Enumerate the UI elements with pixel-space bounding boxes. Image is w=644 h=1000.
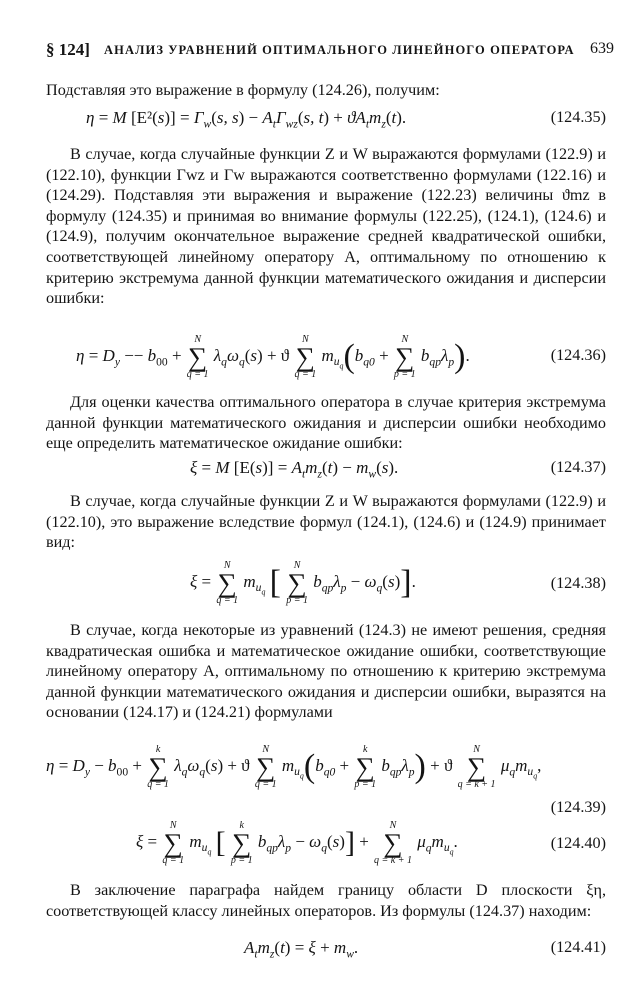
chapter-title: АНАЛИЗ УРАВНЕНИЙ ОПТИМАЛЬНОГО ЛИНЕЙНОГО ОПЕРАТОРА xyxy=(104,43,575,57)
equation-number: (124.38) xyxy=(550,574,606,592)
equation-number: (124.40) xyxy=(550,834,606,852)
equation-number: (124.41) xyxy=(550,938,606,956)
equation-number: (124.35) xyxy=(550,108,606,126)
paragraph-3: Для оценки качества оптимального оператора в случае критерия экстремума данной функции математического ожидания и дисперсии ошибки необходимо еще определить математическое ожидание ошибки: xyxy=(46,393,606,453)
equation-124-41: $A_tm_z(t) = \xi + m_w$. (124.41) xyxy=(244,938,606,961)
equation-124-36: $\eta = D_y -- b_{00}$ + N ∑ q = 1 $\lambda_q\omega_q(s) + ϑ$ N ∑ q = 1 $m_{u_q}(b_{q0}$ + N ∑ p = 1 $b_{qp}\lambda_p$). (124.36) xyxy=(76,334,606,380)
paragraph-6: В заключение параграфа найдем границу области D плоскости ξη, соответствующей классу линейных операторов. Из формулы (124.37) находим: xyxy=(46,881,606,920)
paragraph-5: В случае, когда некоторые из уравнений (124.3) не имеют решения, средняя квадратическая ошибка и математическое ожидание ошибки, соответствующие линейному оператору A, оптимальному по отношению к критерию экстремума данной функции математического ожидания и дисперсии ошибки, выразятся на основании (124.17) и (124.21) формулами xyxy=(46,621,606,722)
equation-number: (124.36) xyxy=(550,346,606,364)
equation-124-39-number-row xyxy=(46,798,606,820)
running-header xyxy=(46,40,614,60)
paragraph-4: В случае, когда случайные функции Z и W выражаются формулами (122.9) и (122.10), это выражение вследствие формул (124.1), (124.6) и (124.9) принимает вид: xyxy=(46,492,606,552)
equation-124-38: ξ = N ∑ q = 1 $m_{u_q}$ [ N ∑ p = 1 $b_{qp}\lambda_p - \omega_q(s)$]. (124.38) xyxy=(190,560,606,606)
paragraph-1: Подставляя это выражение в формулу (124.26), получим: xyxy=(46,81,440,99)
equation-124-39: $\eta = D_y - b_{00}$ + k ∑ q = 1 $\lambda_q\omega_q(s) + ϑ$ N ∑ q = 1 $m_{u_q}(b_{q0}$ + k ∑ p = 1 $b_{qp}\lambda_p) + ϑ$ N ∑ q = k + 1 $\mu_qm_{u_q}$, xyxy=(46,744,542,790)
equation-124-40: ξ = N ∑ q = 1 $m_{u_q}$ [ k ∑ p = 1 $b_{qp}\lambda_p - \omega_q(s)$] + N ∑ q = k + 1 $\mu_qm_{u_q}$. (124.40) xyxy=(136,820,606,866)
paragraph-2: В случае, когда случайные функции Z и W выражаются формулами (122.9) и (122.10), функции Γwz и Γw выражаются соответственно формулами (122.16) и (124.29). Подставляя эти выражения и выражение (122.23) величины ϑmz в формулу (124.35) и принимая во внимание формулы (122.25), (124.1), (124.6) и (124.9), получим окончательное выражение средней квадратической ошибки, соответствующей линейному оператору A, оптимальному по отношению к критерию экстремума данной функции математического ожидания и дисперсии ошибки: xyxy=(46,145,606,308)
equation-number: (124.37) xyxy=(550,458,606,476)
equation-124-35: η = M $[E^2(s)] = \Gamma_w(s$, $s) - A_t\Gamma_{wz}(s$, $t) + ϑA_tm_z(t)$. (124.35) xyxy=(86,108,606,131)
page-number: 639 xyxy=(590,40,614,57)
equation-124-37: ξ = M $[E(s)] = A_tm_z(t) - m_w(s)$. (124.37) xyxy=(190,458,606,481)
section-label: § 124] xyxy=(46,40,90,59)
equation-number: (124.39) xyxy=(550,798,606,816)
